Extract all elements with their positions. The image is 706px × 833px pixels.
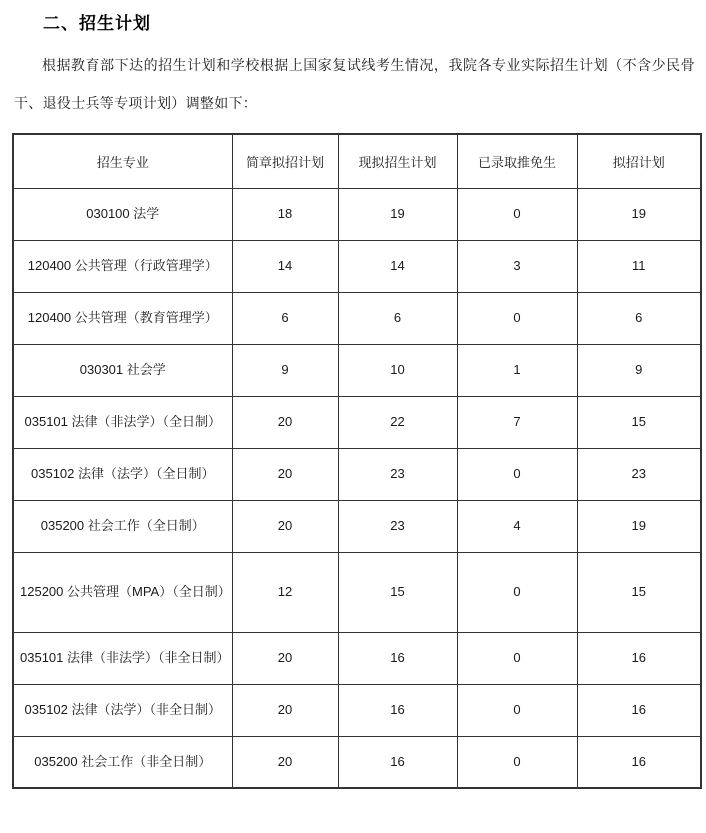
value-cell: 20 (232, 736, 338, 788)
table-row (13, 632, 701, 684)
value-cell: 16 (577, 684, 701, 736)
value-cell: 0 (457, 684, 577, 736)
intro-paragraph: 根据教育部下达的招生计划和学校根据上国家复试线考生情况，我院各专业实际招生计划（不含少民骨干、退役士兵等专项计划）调整如下： (14, 57, 695, 111)
value-cell: 9 (577, 344, 701, 396)
major-cell: 030100 法学 (13, 188, 232, 240)
value-cell: 11 (577, 240, 701, 292)
value-cell: 20 (232, 396, 338, 448)
value-cell: 14 (338, 240, 457, 292)
value-cell: 20 (232, 684, 338, 736)
column-header-brochure-plan: 简章拟招计划 (232, 134, 338, 188)
table-row (13, 684, 701, 736)
value-cell: 22 (338, 396, 457, 448)
table-header-row (13, 134, 701, 188)
value-cell: 0 (457, 292, 577, 344)
value-cell: 18 (232, 188, 338, 240)
major-cell: 035200 社会工作（非全日制） (13, 736, 232, 788)
table-row (13, 500, 701, 552)
value-cell: 23 (577, 448, 701, 500)
value-cell: 0 (457, 632, 577, 684)
value-cell: 9 (232, 344, 338, 396)
column-header-admitted-exempt: 已录取推免生 (457, 134, 577, 188)
major-cell: 035101 法律（非法学）（非全日制） (13, 632, 232, 684)
major-cell: 035102 法律（法学）（全日制） (13, 448, 232, 500)
value-cell: 16 (338, 684, 457, 736)
section-title: 二、招生计划 (43, 14, 151, 33)
value-cell: 19 (577, 500, 701, 552)
value-cell: 14 (232, 240, 338, 292)
value-cell: 0 (457, 448, 577, 500)
value-cell: 20 (232, 500, 338, 552)
value-cell: 10 (338, 344, 457, 396)
major-cell: 120400 公共管理（行政管理学） (13, 240, 232, 292)
value-cell: 12 (232, 552, 338, 632)
major-cell: 120400 公共管理（教育管理学） (13, 292, 232, 344)
value-cell: 1 (457, 344, 577, 396)
value-cell: 19 (338, 188, 457, 240)
value-cell: 4 (457, 500, 577, 552)
table-row (13, 552, 701, 632)
value-cell: 6 (577, 292, 701, 344)
column-header-major: 招生专业 (13, 134, 232, 188)
value-cell: 0 (457, 552, 577, 632)
value-cell: 16 (577, 736, 701, 788)
value-cell: 3 (457, 240, 577, 292)
value-cell: 19 (577, 188, 701, 240)
table-row (13, 736, 701, 788)
value-cell: 16 (577, 632, 701, 684)
major-cell: 035102 法律（法学）（非全日制） (13, 684, 232, 736)
value-cell: 7 (457, 396, 577, 448)
value-cell: 16 (338, 632, 457, 684)
major-cell: 030301 社会学 (13, 344, 232, 396)
table-row (13, 344, 701, 396)
table-row (13, 396, 701, 448)
value-cell: 20 (232, 632, 338, 684)
value-cell: 20 (232, 448, 338, 500)
column-header-current-plan: 现拟招生计划 (338, 134, 457, 188)
table-row (13, 188, 701, 240)
value-cell: 0 (457, 188, 577, 240)
value-cell: 6 (232, 292, 338, 344)
column-header-final-plan: 拟招计划 (577, 134, 701, 188)
value-cell: 0 (457, 736, 577, 788)
major-cell: 035101 法律（非法学）（全日制） (13, 396, 232, 448)
table-row (13, 240, 701, 292)
value-cell: 23 (338, 500, 457, 552)
value-cell: 15 (577, 396, 701, 448)
value-cell: 23 (338, 448, 457, 500)
major-cell: 125200 公共管理（MPA）（全日制） (13, 552, 232, 632)
major-cell: 035200 社会工作（全日制） (13, 500, 232, 552)
table-row (13, 448, 701, 500)
value-cell: 15 (338, 552, 457, 632)
enrollment-table (12, 133, 702, 789)
value-cell: 16 (338, 736, 457, 788)
value-cell: 6 (338, 292, 457, 344)
value-cell: 15 (577, 552, 701, 632)
table-row (13, 292, 701, 344)
